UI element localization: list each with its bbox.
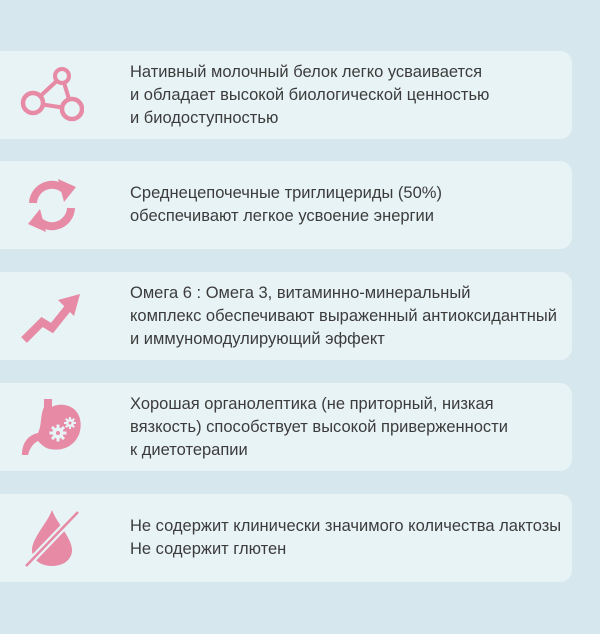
feature-line: и иммуномодулирующий эффект (130, 329, 385, 348)
feature-line: Среднецепочечные триглицериды (50%) (130, 184, 442, 202)
feature-card-omega (0, 272, 572, 360)
stomach-gears-icon (20, 397, 84, 457)
feature-text (130, 383, 572, 471)
feature-text (130, 272, 572, 360)
feature-line: Не содержит глютен (130, 540, 287, 558)
molecule-icon (20, 65, 84, 125)
feature-card-protein (0, 51, 572, 139)
feature-line: к диетотерапии (130, 440, 248, 459)
feature-line: Не содержит клинически значимого количества лактозы (130, 517, 562, 535)
feature-line: и обладает высокой биологической ценностью (130, 85, 490, 104)
feature-line: Хорошая органолептика (не приторный, низкая (130, 394, 494, 413)
feature-line: и биодоступностью (130, 108, 279, 127)
cycle-arrows-icon (20, 175, 84, 235)
no-drop-icon (20, 508, 84, 568)
feature-card-mct (0, 161, 572, 249)
feature-line: вязкость) способствует высокой приверженности (130, 417, 508, 436)
feature-line: обеспечивают легкое усвоение энергии (130, 207, 434, 225)
feature-card-lactose-gluten (0, 494, 572, 582)
feature-line: Нативный молочный белок легко усваивается (130, 62, 483, 81)
feature-line: Омега 6 : Омега 3, витаминно-минеральный (130, 283, 471, 302)
trend-up-arrow-icon (20, 286, 84, 346)
feature-text (130, 51, 572, 139)
feature-text (130, 494, 572, 582)
feature-text (130, 161, 572, 249)
feature-line: комплекс обеспечивают выраженный антиоксидантный (130, 306, 557, 325)
feature-card-organoleptic (0, 383, 572, 471)
